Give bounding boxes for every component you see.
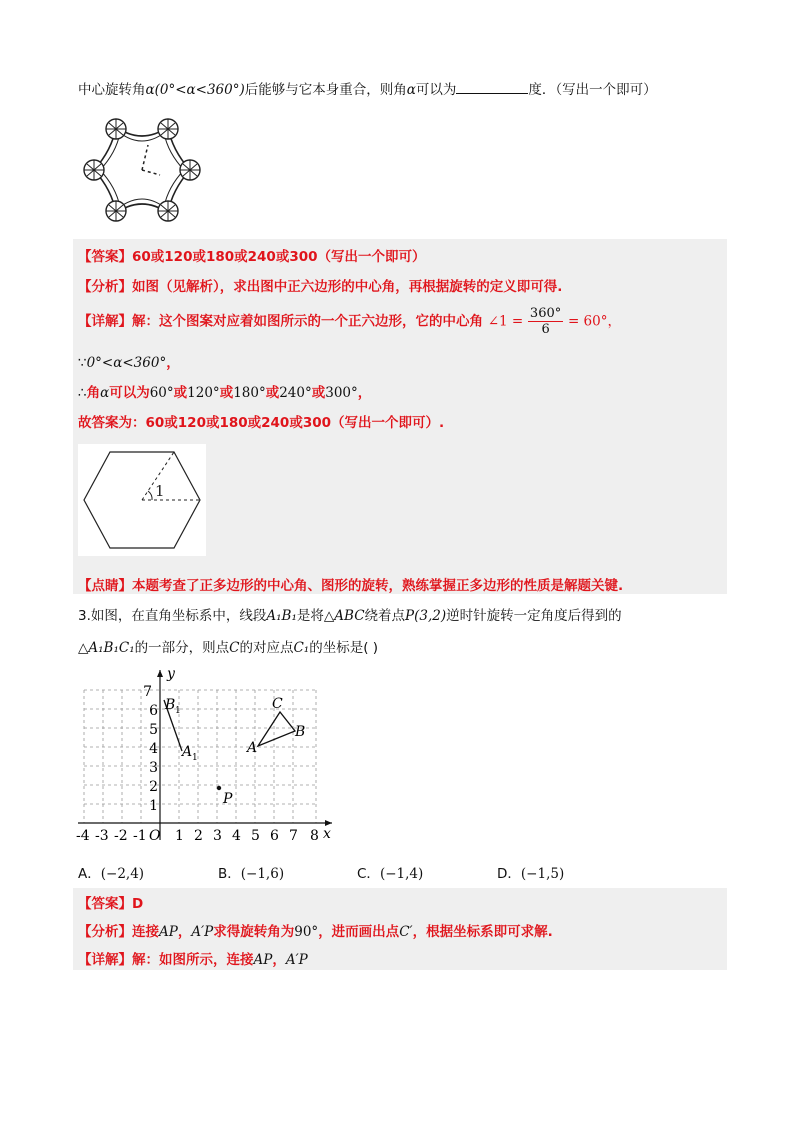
y-tick-label: 6 xyxy=(149,703,158,719)
option-value: (−1,4) xyxy=(379,866,424,882)
answer-tag: 【答案】 xyxy=(78,249,132,265)
q3-text: 是将 xyxy=(296,608,324,624)
q3-text: 逆时针旋转一定角度后得到的 xyxy=(446,608,622,624)
comma: ， xyxy=(272,952,286,968)
therefore-end: ， xyxy=(357,385,372,401)
x-tick-label: 6 xyxy=(270,828,279,844)
q3-text: 的对应点 xyxy=(239,640,294,656)
value-300: 300° xyxy=(325,385,358,401)
fraction-denominator: 6 xyxy=(541,322,550,337)
fraction xyxy=(528,306,563,337)
q3-c: C xyxy=(229,640,240,656)
option-b[interactable] xyxy=(218,862,284,882)
x-tick-label: 7 xyxy=(289,828,298,844)
detail-line xyxy=(78,306,621,337)
y-axis-label: y xyxy=(167,666,175,682)
x-tick-label: -4 xyxy=(76,828,90,844)
y-tick-label: 5 xyxy=(149,722,158,738)
point-label-c: C xyxy=(272,696,283,712)
analysis-line-q3 xyxy=(78,920,553,940)
option-letter: C． xyxy=(357,866,380,882)
stem-text: 中心旋转角 xyxy=(78,82,146,98)
y-tick-label: 1 xyxy=(149,798,158,814)
analysis-line xyxy=(78,275,562,295)
comment-text: 本题考查了正多边形的中心角、图形的旋转，熟练掌握正多边形的性质是解题关键. xyxy=(132,578,624,594)
option-a[interactable] xyxy=(78,862,144,882)
x-tick-label: -2 xyxy=(114,828,128,844)
q3-c1: C₁ xyxy=(293,640,310,656)
answer-text: 60或120或180或240或300（写出一个即可） xyxy=(132,249,426,265)
stem-alpha: α xyxy=(406,82,416,98)
point-label-p: P xyxy=(223,791,233,807)
answer-blank xyxy=(456,80,528,94)
analysis-text: 求得旋转角为 xyxy=(213,924,295,940)
detail-tag: 【详解】 xyxy=(78,952,132,968)
math-a1p: A′P xyxy=(285,952,308,968)
stem-text: 可以为 xyxy=(415,82,457,98)
comma: ， xyxy=(177,924,192,940)
question-stem xyxy=(78,78,657,98)
x-tick-label: 5 xyxy=(251,828,260,844)
angle-expression: ∠1 = xyxy=(487,313,524,330)
analysis-text: ，根据坐标系即可求解. xyxy=(412,924,553,940)
x-tick-label: 8 xyxy=(310,828,319,844)
value-60: 60° xyxy=(149,385,174,401)
q3-point: P(3,2) xyxy=(405,608,447,624)
y-tick-label: 2 xyxy=(149,779,158,795)
because-symbol: ∵ xyxy=(78,355,87,371)
value-120: 120° xyxy=(187,385,220,401)
math-angle: 90° xyxy=(294,924,319,940)
therefore-text: 可以为 xyxy=(109,385,150,401)
y-tick-label: 4 xyxy=(149,741,158,757)
detail-line-q3 xyxy=(78,948,308,968)
q3-text: 的一部分，则点 xyxy=(134,640,230,656)
point-label-a: A xyxy=(247,740,258,756)
therefore-text: 角 xyxy=(86,385,101,401)
analysis-text: ，进而画出点 xyxy=(318,924,400,940)
or-text: 或 xyxy=(265,385,280,401)
detail-text: 解：这个图案对应着如图所示的一个正六边形，它的中心角 xyxy=(132,313,483,330)
q3-stem-line1 xyxy=(78,604,622,624)
q3-triangle: △ABC xyxy=(323,608,365,624)
answer-line xyxy=(78,245,426,265)
point-label-b: B xyxy=(295,724,306,740)
q3-stem-line2 xyxy=(78,636,378,656)
detail-text: 解：如图所示，连接 xyxy=(132,952,254,968)
point-label-b1-sub: 1 xyxy=(175,706,181,716)
option-value: (−2,4) xyxy=(100,866,145,882)
because-end: ， xyxy=(166,355,180,371)
stem-condition: α(0°<α<360°) xyxy=(145,82,245,98)
point-label-a1: A xyxy=(182,744,193,760)
q3-text: 的坐标是( ) xyxy=(309,640,379,656)
x-tick-label: -3 xyxy=(95,828,109,844)
option-value: (−1,6) xyxy=(240,866,285,882)
value-240: 240° xyxy=(279,385,312,401)
q3-segment: A₁B₁ xyxy=(266,608,297,624)
comment-tag: 【点睛】 xyxy=(78,578,132,594)
value-180: 180° xyxy=(233,385,266,401)
x-tick-label: 3 xyxy=(213,828,222,844)
point-label-a1-sub: 1 xyxy=(192,753,198,763)
detail-tag: 【详解】 xyxy=(78,313,132,330)
q3-text: 3.如图，在直角坐标系中，线段 xyxy=(78,608,267,624)
hexagon-figure xyxy=(78,444,206,556)
point-label-b1: B xyxy=(165,697,176,713)
x-tick-label: -1 xyxy=(133,828,147,844)
option-letter: B． xyxy=(218,866,241,882)
therefore-symbol: ∴ xyxy=(78,385,87,401)
fraction-numerator: 360° xyxy=(529,306,562,321)
option-d[interactable] xyxy=(497,862,564,882)
x-tick-label: 1 xyxy=(175,828,184,844)
stem-text: 后能够与它本身重合，则角 xyxy=(244,82,407,98)
coordinate-grid-figure xyxy=(74,662,344,846)
option-letter: D． xyxy=(497,866,521,882)
analysis-text: 如图（见解析），求出图中正六边形的中心角，再根据旋转的定义即可得. xyxy=(132,279,563,295)
or-text: 或 xyxy=(173,385,188,401)
conclusion-line: 故答案为：60或120或180或240或300（写出一个即可）. xyxy=(78,415,445,431)
answer-line-q3 xyxy=(78,892,143,912)
because-line xyxy=(78,351,180,371)
or-text: 或 xyxy=(311,385,326,401)
analysis-tag: 【分析】 xyxy=(78,924,132,940)
angle-result: = 60°， xyxy=(567,313,621,330)
point-p-dot xyxy=(217,786,221,790)
analysis-text: 连接 xyxy=(132,924,159,940)
analysis-tag: 【分析】 xyxy=(78,279,132,295)
math-cprime: C′ xyxy=(399,924,413,940)
option-c[interactable] xyxy=(357,862,423,882)
option-letter: A． xyxy=(78,866,101,882)
math-ap: AP xyxy=(253,952,273,968)
angle-label: 1 xyxy=(155,482,165,500)
answer-tag: 【答案】 xyxy=(78,896,132,912)
therefore-alpha: α xyxy=(100,385,110,401)
origin-label: O xyxy=(149,828,161,844)
option-value: (−1,5) xyxy=(520,866,565,882)
stem-text: 度．（写出一个即可） xyxy=(528,82,657,98)
or-text: 或 xyxy=(219,385,234,401)
comment-line xyxy=(78,574,623,594)
y-tick-label: 7 xyxy=(143,684,152,700)
math-a1p: A′P xyxy=(191,924,214,940)
therefore-line xyxy=(78,381,371,401)
q3-text: 绕着点 xyxy=(364,608,406,624)
x-tick-label: 4 xyxy=(232,828,241,844)
x-axis-label: x xyxy=(323,826,331,842)
because-math: 0°<α<360° xyxy=(86,355,167,371)
knot-pattern-figure xyxy=(82,115,202,225)
q3-triangle2: △A₁B₁C₁ xyxy=(78,640,135,656)
x-tick-label: 2 xyxy=(194,828,203,844)
y-tick-label: 3 xyxy=(149,760,158,776)
answer-text: D xyxy=(132,896,144,912)
math-ap: AP xyxy=(159,924,178,940)
